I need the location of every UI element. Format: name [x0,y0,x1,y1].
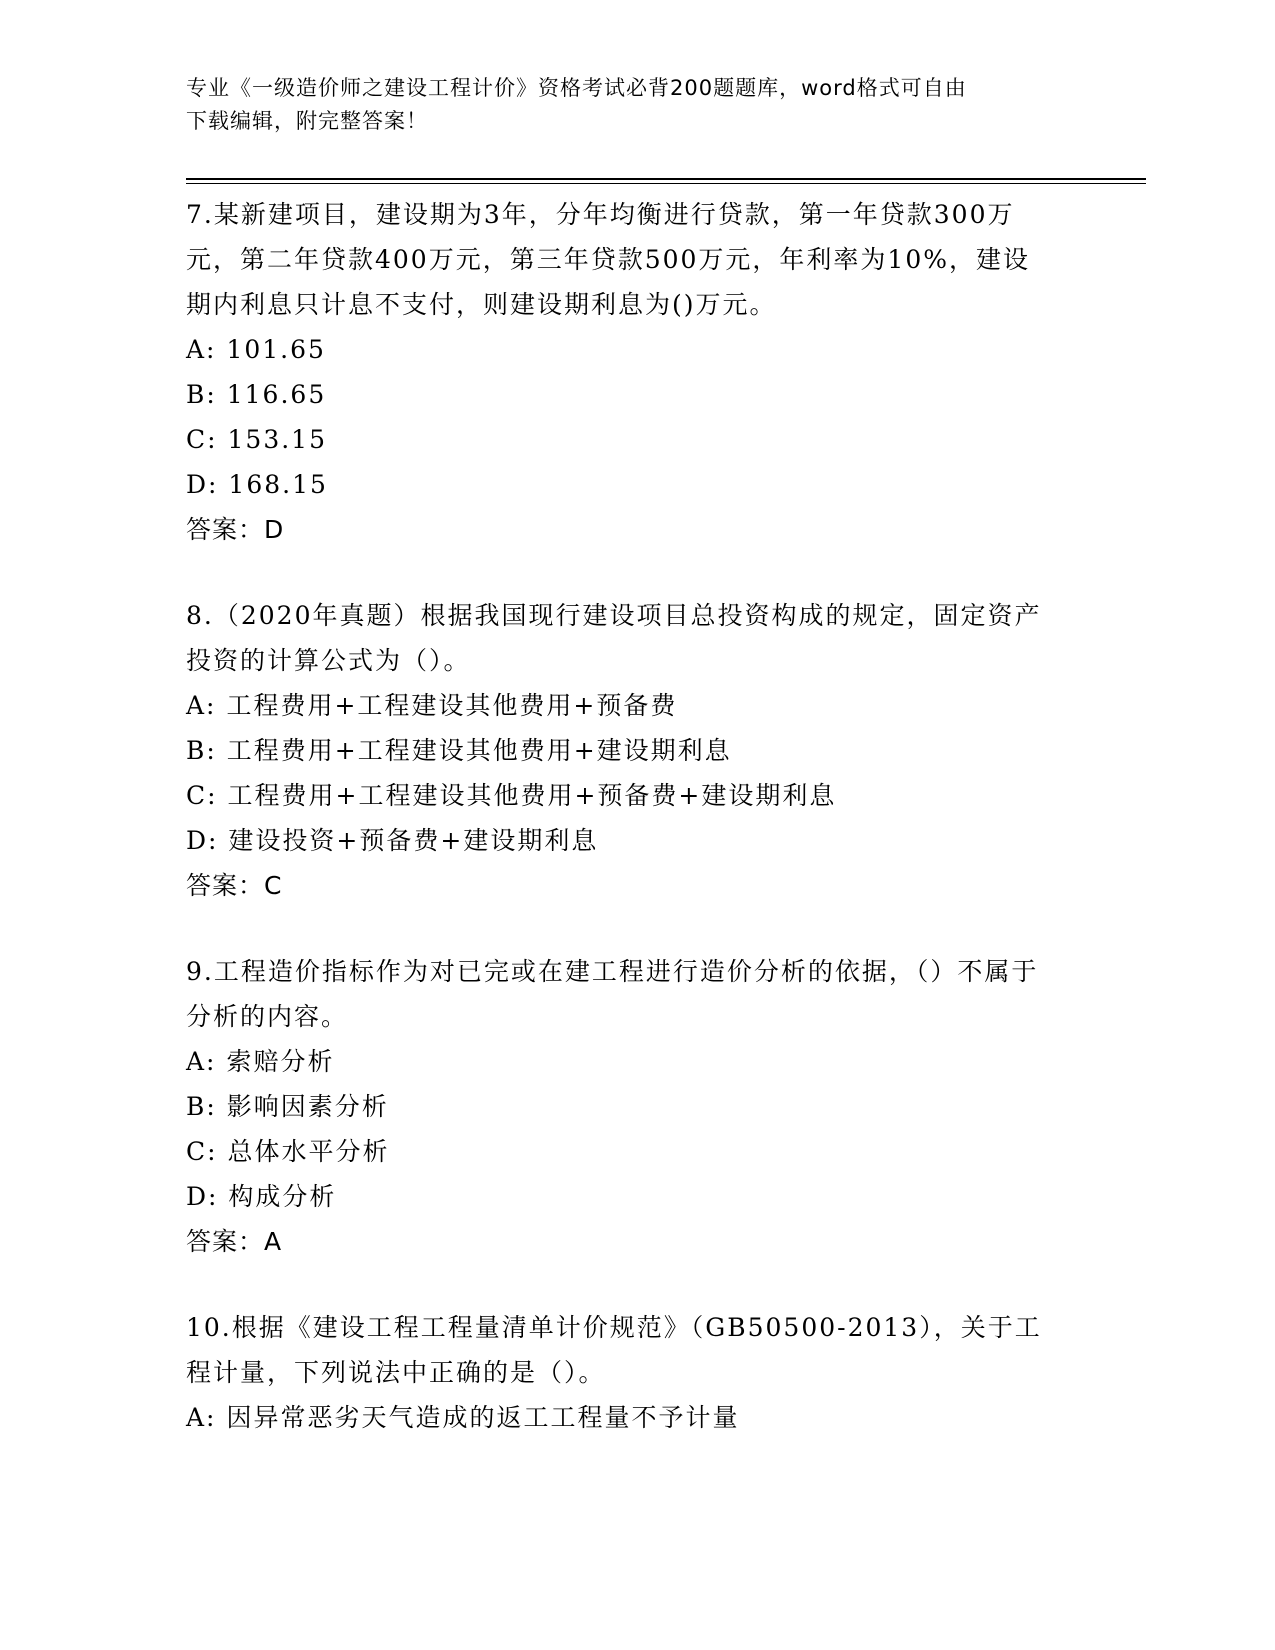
answer-line: 答案：A [186,1227,283,1256]
question-text: 8.（2020年真题）根据我国现行建设项目总投资构成的规定，固定资产投资的计算公式为（）。 [186,601,1042,675]
option-letter: A: [186,691,217,720]
option-letter: B: [186,736,217,765]
question-7 [186,192,1146,552]
question-9 [186,949,1146,1264]
option-letter: C: [186,425,218,454]
option-c [186,773,1146,818]
option-letter: C: [186,1137,218,1166]
option-text: 工程费用+工程建设其他费用+建设期利息 [226,736,732,765]
option-b [186,728,1146,773]
option-letter: A: [186,1047,217,1076]
header-line-2: 下载编辑，附完整答案！ [186,109,428,133]
option-text: 101.65 [226,335,326,364]
question-list [186,192,1146,1440]
option-text: 总体水平分析 [227,1137,390,1166]
option-d [186,818,1146,863]
header-rule-thick [186,178,1146,180]
option-text: 索赔分析 [226,1047,335,1076]
option-text: 116.65 [226,380,327,409]
option-letter: A: [186,1403,217,1432]
question-text: 9.工程造价指标作为对已完或在建工程进行造价分析的依据，（）不属于分析的内容。 [186,957,1039,1031]
option-b [186,372,1146,417]
option-letter: D: [186,470,219,499]
option-letter: C: [186,781,218,810]
option-text: 建设投资+预备费+建设期利息 [228,826,599,855]
option-c [186,1129,1146,1174]
answer-line: 答案：D [186,515,285,544]
option-letter: B: [186,1092,217,1121]
option-letter: D: [186,1182,219,1211]
option-a [186,1039,1146,1084]
question-10 [186,1305,1146,1440]
header-rule-thin [186,183,1146,184]
option-a [186,1395,1146,1440]
option-text: 影响因素分析 [226,1092,389,1121]
question-text: 10.根据《建设工程工程量清单计价规范》（GB50500-2013），关于工程计量，下列说法中正确的是（）。 [186,1313,1042,1387]
option-text: 构成分析 [228,1182,337,1211]
option-text: 因异常恶劣天气造成的返工工程量不予计量 [226,1403,740,1432]
option-text: 工程费用+工程建设其他费用+预备费 [226,691,678,720]
option-b [186,1084,1146,1129]
option-letter: A: [186,335,217,364]
option-c [186,417,1146,462]
option-a [186,327,1146,372]
header-line-1: 专业《一级造价师之建设工程计价》资格考试必背200题题库，word格式可自由 [186,76,967,100]
document-page [186,72,1146,1481]
option-text: 168.15 [228,470,328,499]
option-d [186,1174,1146,1219]
document-header [186,72,1046,138]
option-letter: D: [186,826,219,855]
option-text: 工程费用+工程建设其他费用+预备费+建设期利息 [227,781,837,810]
question-text: 7.某新建项目，建设期为3年，分年均衡进行贷款，第一年贷款300万元，第二年贷款400万元，第三年贷款500万元，年利率为10%，建设期内利息只计息不支付，则建设期利息为()万元。 [186,200,1031,319]
option-letter: B: [186,380,217,409]
answer-line: 答案：C [186,871,283,900]
option-text: 153.15 [227,425,327,454]
question-8 [186,593,1146,908]
option-d [186,462,1146,507]
option-a [186,683,1146,728]
